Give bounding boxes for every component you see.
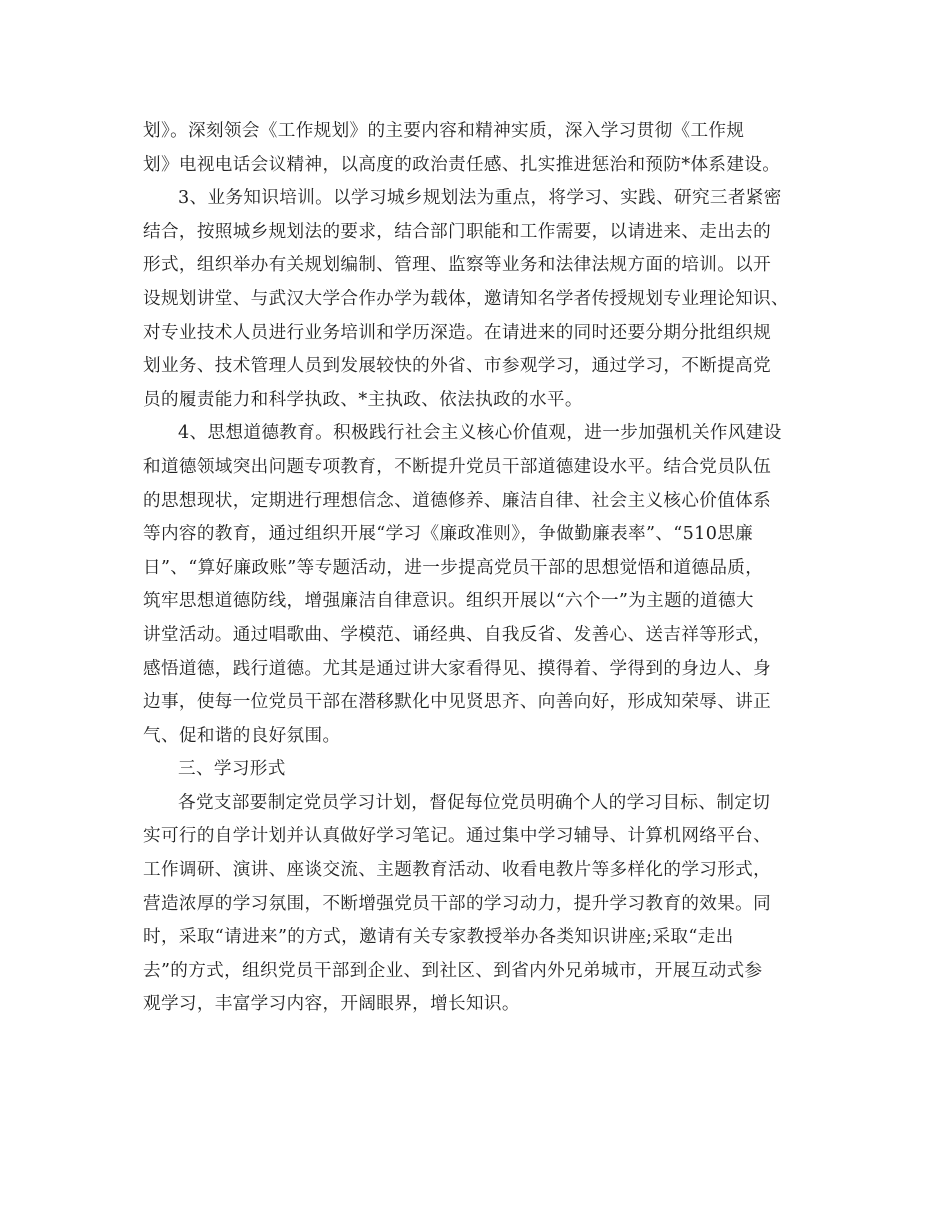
text-line: 对专业技术人员进行业务培训和学历深造。在请进来的同时还要分期分批组织规 xyxy=(143,322,772,343)
text-line: 员的履责能力和科学执政、*主执政、依法执政的水平。 xyxy=(143,389,583,410)
text-line: 日”、“算好廉政账”等专题活动，进一步提高党员干部的思想觉悟和道德品质， xyxy=(143,557,764,578)
text-line: 划》电视电话会议精神，以高度的政治责任感、扎实推进惩治和预防*体系建设。 xyxy=(143,154,781,175)
paragraph-start-line: 4、思想道德教育。积极践行社会主义核心价值观，进一步加强机关作风建设 xyxy=(178,423,782,444)
text-line: 工作调研、演讲、座谈交流、主题教育活动、收看电教片等多样化的学习形式， xyxy=(143,860,772,881)
text-line: 的思想现状，定期进行理想信念、道德修养、廉洁自律、社会主义核心价值体系 xyxy=(143,490,772,511)
text-line: 划业务、技术管理人员到发展较快的外省、市参观学习，通过学习，不断提高党 xyxy=(143,356,772,377)
text-line: 实可行的自学计划并认真做好学习笔记。通过集中学习辅导、计算机网络平台、 xyxy=(143,826,772,847)
text-line: 感悟道德，践行道德。尤其是通过讲大家看得见、摸得着、学得到的身边人、身 xyxy=(143,658,772,679)
text-line: 时，采取“请进来”的方式，邀请有关专家教授举办各类知识讲座;采取“走出 xyxy=(143,927,734,948)
text-line: 和道德领域突出问题专项教育，不断提升党员干部道德建设水平。结合党员队伍 xyxy=(143,456,772,477)
text-line: 观学习，丰富学习内容，开阔眼界，增长知识。 xyxy=(143,994,520,1015)
text-line: 气、促和谐的良好氛围。 xyxy=(143,725,341,746)
text-line: 形式，组织举办有关规划编制、管理、监察等业务和法律法规方面的培训。以开 xyxy=(143,255,772,276)
paragraph-start-line: 3、业务知识培训。以学习城乡规划法为重点，将学习、实践、研究三者紧密 xyxy=(178,188,782,209)
text-line: 等内容的教育，通过组织开展“学习《廉政准则》，争做勤廉表率”、“510思廉 xyxy=(143,524,754,545)
text-line: 去”的方式，组织党员干部到企业、到社区、到省内外兄弟城市，开展互动式参 xyxy=(143,960,763,981)
text-line: 筑牢思想道德防线，增强廉洁自律意识。组织开展以“六个一”为主题的道德大 xyxy=(143,591,754,612)
text-line: 边事，使每一位党员干部在潜移默化中见贤思齐、向善向好，形成知荣辱、讲正 xyxy=(143,692,772,713)
text-line: 设规划讲堂、与武汉大学合作办学为载体，邀请知名学者传授规划专业理论知识、 xyxy=(143,288,789,309)
text-line: 营造浓厚的学习氛围，不断增强党员干部的学习动力，提升学习教育的效果。同 xyxy=(143,893,772,914)
text-line: 划》。深刻领会《工作规划》的主要内容和精神实质，深入学习贯彻《工作规 xyxy=(143,121,745,141)
text-line: 讲堂活动。通过唱歌曲、学模范、诵经典、自我反省、发善心、送吉祥等形式， xyxy=(143,624,772,645)
paragraph-start-line: 各党支部要制定党员学习计划，督促每位党员明确个人的学习目标、制定切 xyxy=(178,792,771,813)
section-heading: 三、学习形式 xyxy=(178,759,286,780)
text-line: 结合，按照城乡规划法的要求，结合部门职能和工作需要，以请进来、走出去的 xyxy=(143,221,772,242)
document-body xyxy=(143,115,833,1022)
